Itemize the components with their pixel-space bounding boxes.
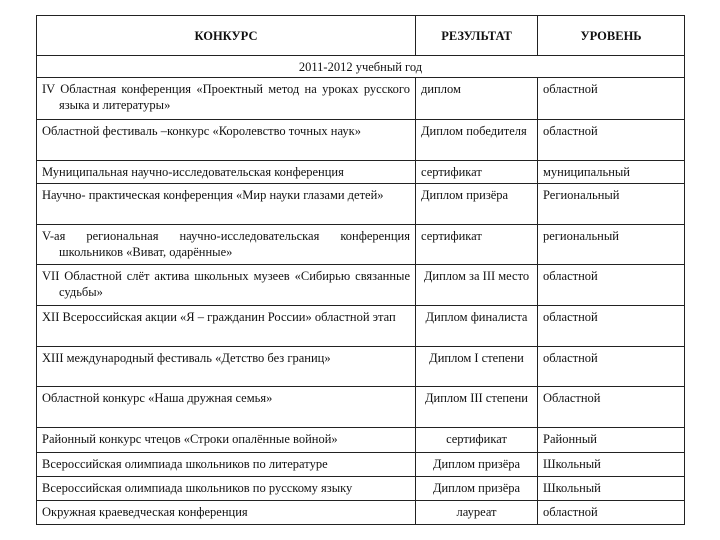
table-row (37, 453, 685, 477)
results-table (36, 15, 685, 525)
table-row (37, 306, 685, 347)
header-result: РЕЗУЛЬТАТ (416, 16, 538, 56)
result-cell: диплом (416, 78, 538, 120)
result-cell: сертификат (416, 225, 538, 265)
result-cell: Диплом призёра (416, 477, 538, 501)
contest-cell: VII Областной слёт актива школьных музеев «Сибирью связанные судьбы» (37, 265, 416, 306)
result-cell: Диплом победителя (416, 120, 538, 161)
contest-cell: XII Всероссийская акции «Я – гражданин России» областной этап (37, 306, 416, 347)
level-cell: муниципальный (538, 161, 685, 184)
contest-cell: Всероссийская олимпиада школьников по русскому языку (37, 477, 416, 501)
contest-cell: Муниципальная научно-исследовательская конференция (37, 161, 416, 184)
level-cell: Школьный (538, 477, 685, 501)
table-row (37, 347, 685, 387)
result-cell: Диплом финалиста (416, 306, 538, 347)
header-level: УРОВЕНЬ (538, 16, 685, 56)
contest-cell: Всероссийская олимпиада школьников по литературе (37, 453, 416, 477)
level-cell: региональный (538, 225, 685, 265)
contest-cell: IV Областная конференция «Проектный метод на уроках русского языка и литературы» (37, 78, 416, 120)
contest-cell: Районный конкурс чтецов «Строки опалённые войной» (37, 428, 416, 453)
section-row (37, 56, 685, 78)
level-cell: Региональный (538, 184, 685, 225)
contest-cell: XIII международный фестиваль «Детство без границ» (37, 347, 416, 387)
level-cell: областной (538, 306, 685, 347)
level-cell: областной (538, 265, 685, 306)
level-cell: Районный (538, 428, 685, 453)
result-cell: лауреат (416, 501, 538, 525)
level-cell: Областной (538, 387, 685, 428)
header-row (37, 16, 685, 56)
table-row (37, 428, 685, 453)
result-cell: Диплом за III место (416, 265, 538, 306)
table-row (37, 477, 685, 501)
table-row (37, 184, 685, 225)
contest-cell: Областной фестиваль –конкурс «Королевство точных наук» (37, 120, 416, 161)
table-row (37, 501, 685, 525)
level-cell: областной (538, 501, 685, 525)
result-cell: Диплом I степени (416, 347, 538, 387)
level-cell: областной (538, 347, 685, 387)
table-row (37, 78, 685, 120)
result-cell: Диплом III степени (416, 387, 538, 428)
level-cell: областной (538, 78, 685, 120)
table-row (37, 161, 685, 184)
result-cell: Диплом призёра (416, 453, 538, 477)
contest-cell: Областной конкурс «Наша дружная семья» (37, 387, 416, 428)
result-cell: Диплом призёра (416, 184, 538, 225)
header-contest: КОНКУРС (37, 16, 416, 56)
result-cell: сертификат (416, 161, 538, 184)
table-row (37, 225, 685, 265)
result-cell: сертификат (416, 428, 538, 453)
table-row (37, 387, 685, 428)
table-row (37, 265, 685, 306)
contest-cell: Научно- практическая конференция «Мир науки глазами детей» (37, 184, 416, 225)
level-cell: Школьный (538, 453, 685, 477)
school-year: 2011-2012 учебный год (37, 56, 685, 78)
contest-cell: Окружная краеведческая конференция (37, 501, 416, 525)
table-row (37, 120, 685, 161)
level-cell: областной (538, 120, 685, 161)
contest-cell: V-ая региональная научно-исследовательская конференция школьников «Виват, одарённые» (37, 225, 416, 265)
